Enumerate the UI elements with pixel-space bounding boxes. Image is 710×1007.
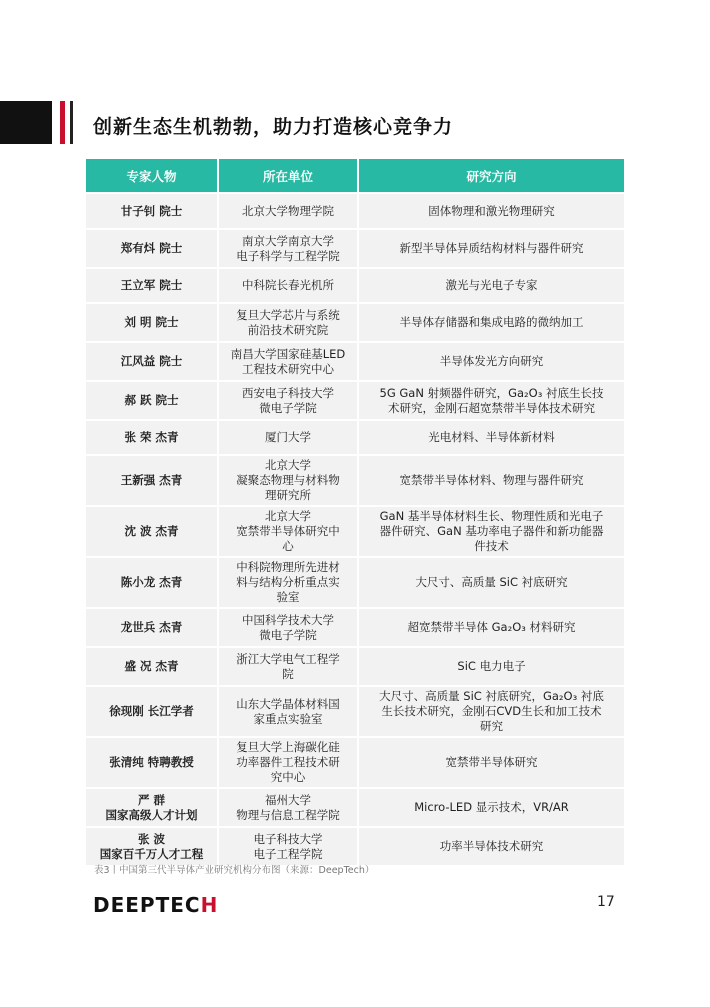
research-field-cell: 新型半导体异质结构材料与器件研究 <box>359 230 624 267</box>
page-number: 17 <box>597 894 615 910</box>
table-body <box>86 194 624 865</box>
unit-cell: 西安电子科技大学 微电子学院 <box>219 382 359 419</box>
expert-name-cell: 江风益 院士 <box>86 343 219 380</box>
expert-name-cell: 张清纯 特聘教授 <box>86 738 219 787</box>
unit-cell: 北京大学 宽禁带半导体研究中 心 <box>219 507 359 556</box>
table-row <box>86 304 624 341</box>
logo-accent-letter: H <box>200 893 219 917</box>
unit-cell: 南昌大学国家硅基LED 工程技术研究中心 <box>219 343 359 380</box>
research-field-cell: 功率半导体技术研究 <box>359 828 624 865</box>
table-row <box>86 343 624 380</box>
research-field-cell: 固体物理和激光物理研究 <box>359 194 624 228</box>
header-dark-stripe <box>70 101 73 144</box>
table-row <box>86 421 624 454</box>
unit-cell: 厦门大学 <box>219 421 359 454</box>
expert-name-cell: 严 群 国家高级人才计划 <box>86 789 219 826</box>
header-black-block <box>0 101 52 144</box>
logo-text: DEEPTEC <box>93 893 201 917</box>
table-row <box>86 558 624 607</box>
expert-name-cell: 王立军 院士 <box>86 269 219 302</box>
expert-name-cell: 张 波 国家百千万人才工程 <box>86 828 219 865</box>
unit-cell: 北京大学 凝聚态物理与材料物 理研究所 <box>219 456 359 505</box>
deeptech-logo <box>93 893 218 917</box>
unit-cell: 南京大学南京大学 电子科学与工程学院 <box>219 230 359 267</box>
table-row <box>86 789 624 826</box>
unit-cell: 浙江大学电气工程学 院 <box>219 648 359 685</box>
expert-name-cell: 郝 跃 院士 <box>86 382 219 419</box>
header-red-stripe <box>60 101 65 144</box>
research-field-cell: 宽禁带半导体材料、物理与器件研究 <box>359 456 624 505</box>
table-row <box>86 738 624 787</box>
unit-cell: 北京大学物理学院 <box>219 194 359 228</box>
page-title: 创新生态生机勃勃，助力打造核心竞争力 <box>93 116 454 138</box>
research-field-cell: 超宽禁带半导体 Ga₂O₃ 材料研究 <box>359 609 624 646</box>
unit-cell: 山东大学晶体材料国 家重点实验室 <box>219 687 359 736</box>
expert-name-cell: 沈 波 杰青 <box>86 507 219 556</box>
unit-cell: 电子科技大学 电子工程学院 <box>219 828 359 865</box>
unit-cell: 中国科学技术大学 微电子学院 <box>219 609 359 646</box>
expert-name-cell: 徐现刚 长江学者 <box>86 687 219 736</box>
unit-cell: 福州大学 物理与信息工程学院 <box>219 789 359 826</box>
expert-name-cell: 龙世兵 杰青 <box>86 609 219 646</box>
column-header-field: 研究方向 <box>359 159 624 192</box>
research-field-cell: 5G GaN 射频器件研究，Ga₂O₃ 衬底生长技 术研究，金刚石超宽禁带半导体技术研究 <box>359 382 624 419</box>
table-row <box>86 609 624 646</box>
column-header-unit: 所在单位 <box>219 159 359 192</box>
research-field-cell: 激光与光电子专家 <box>359 269 624 302</box>
expert-name-cell: 张 荣 杰青 <box>86 421 219 454</box>
table-row <box>86 230 624 267</box>
expert-name-cell: 刘 明 院士 <box>86 304 219 341</box>
table-row <box>86 194 624 228</box>
table-row <box>86 687 624 736</box>
research-field-cell: 宽禁带半导体研究 <box>359 738 624 787</box>
table-row <box>86 269 624 302</box>
table-row <box>86 456 624 505</box>
table-row <box>86 828 624 865</box>
research-field-cell: 大尺寸、高质量 SiC 衬底研究 <box>359 558 624 607</box>
research-field-cell: 大尺寸、高质量 SiC 衬底研究，Ga₂O₃ 衬底 生长技术研究，金刚石CVD生长和加工技术 研究 <box>359 687 624 736</box>
unit-cell: 复旦大学上海碳化硅 功率器件工程技术研 究中心 <box>219 738 359 787</box>
table-row <box>86 382 624 419</box>
column-header-expert: 专家人物 <box>86 159 219 192</box>
expert-name-cell: 甘子钊 院士 <box>86 194 219 228</box>
unit-cell: 复旦大学芯片与系统 前沿技术研究院 <box>219 304 359 341</box>
research-field-cell: SiC 电力电子 <box>359 648 624 685</box>
research-field-cell: 光电材料、半导体新材料 <box>359 421 624 454</box>
table-row <box>86 507 624 556</box>
expert-name-cell: 陈小龙 杰青 <box>86 558 219 607</box>
research-field-cell: GaN 基半导体材料生长、物理性质和光电子 器件研究、GaN 基功率电子器件和新功能器 件技术 <box>359 507 624 556</box>
expert-table <box>86 157 624 867</box>
unit-cell: 中科院长春光机所 <box>219 269 359 302</box>
table-row <box>86 648 624 685</box>
unit-cell: 中科院物理所先进材 料与结构分析重点实 验室 <box>219 558 359 607</box>
research-field-cell: 半导体发光方向研究 <box>359 343 624 380</box>
expert-name-cell: 郑有炓 院士 <box>86 230 219 267</box>
research-field-cell: Micro-LED 显示技术，VR/AR <box>359 789 624 826</box>
research-field-cell: 半导体存储器和集成电路的微纳加工 <box>359 304 624 341</box>
expert-name-cell: 王新强 杰青 <box>86 456 219 505</box>
table-header-row <box>86 159 624 192</box>
table-caption: 表3丨中国第三代半导体产业研究机构分布图（来源：DeepTech） <box>94 865 375 876</box>
expert-name-cell: 盛 况 杰青 <box>86 648 219 685</box>
